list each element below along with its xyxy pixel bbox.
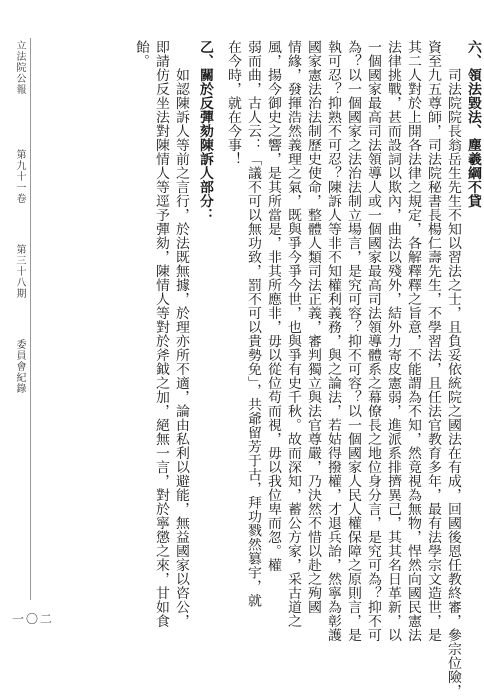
text-column: 如認陳訴人等前之言行，於法既無據，於理亦所不適，論由私利以避能，無益國家以咨公， (173, 40, 189, 628)
text-column: 國家憲法治法制歷史使命，整體人類司法正義，審判獨立與法官尊嚴，乃決然不惜以赴之殉國 (305, 40, 321, 614)
section-heading-six: 六、領法毀法、塵羲綱不貸 (465, 40, 481, 208)
header-divider (30, 38, 31, 600)
text-column: 為？以一個國家之法治法制立場言，是究可容？抑不可容？以一個國家人民人權保障之原則言，是 (345, 40, 361, 642)
text-column: 弱而曲，古人云：「議不可以無功致，罰不可以貴勢免」，共爺留芳于古，拜功戮然篡宇，就 (245, 40, 261, 608)
text-column: 其二人對於上開各法律之規定，各解釋釋之旨意，不能謂為不知，然竟視為無物，悍然向國民憲法 (405, 40, 421, 642)
text-column: 情緣，發揮浩然義理之氣，既與爭今爭今世，也與爭有史千秋。故而深知，蓄公方家，采古道之 (285, 40, 301, 628)
text-column: 資至九五尊師，司法院秘書長楊仁壽先生，不學習法，且任法官教育多年，最有法學宗文造世，是 (425, 40, 441, 642)
issue-number: 第三十八期 (14, 244, 25, 299)
section-name: 委員會紀錄 (14, 339, 25, 394)
text-column: 司法院院長翁岳生先生不知以習法之士，且負妥依統院之國法在有成，回國後恩任教終審，參宗位險， (445, 40, 461, 698)
text-column: 法律挑戰，甚而設詞以欺內，曲法以殘外，結外力寄皮憲弱，進派系排擠異己，其其名日革新，以 (385, 40, 401, 642)
text-column: 在今時，就在今事！ (225, 40, 241, 166)
volume-number: 第九十一卷 (14, 149, 25, 204)
page-number: 一〇二 (12, 612, 55, 626)
section-heading-yi: 乙、關於反彈劾陳訴人部分： (197, 40, 213, 222)
text-column: 即請仿反坐法對陳情人等逕予彈劾，陳情人等對於斧鉞之加，絕無一言，對於寧懲之來，甘如食 (153, 40, 169, 628)
publication-name: 立法院公報 (14, 40, 25, 95)
text-column: 風，揚今御史之響，是其所當是，非其所應非，毋以從位苟而視，毋以我位卑而忽。權 (265, 40, 281, 572)
running-header (13, 40, 25, 600)
text-column: 飴。 (133, 40, 149, 68)
text-column: 一個國家最高司法領導人或一個國家最高司法領導體系之幕僚長之地位身分言，是究可為？抑不可 (365, 40, 381, 642)
text-column: 執可忍？抑熟不可忍？陳訴人等非不知權利義務，與之論法，若姑得撥權，才退兵詒，然寧為彰護 (325, 40, 341, 642)
